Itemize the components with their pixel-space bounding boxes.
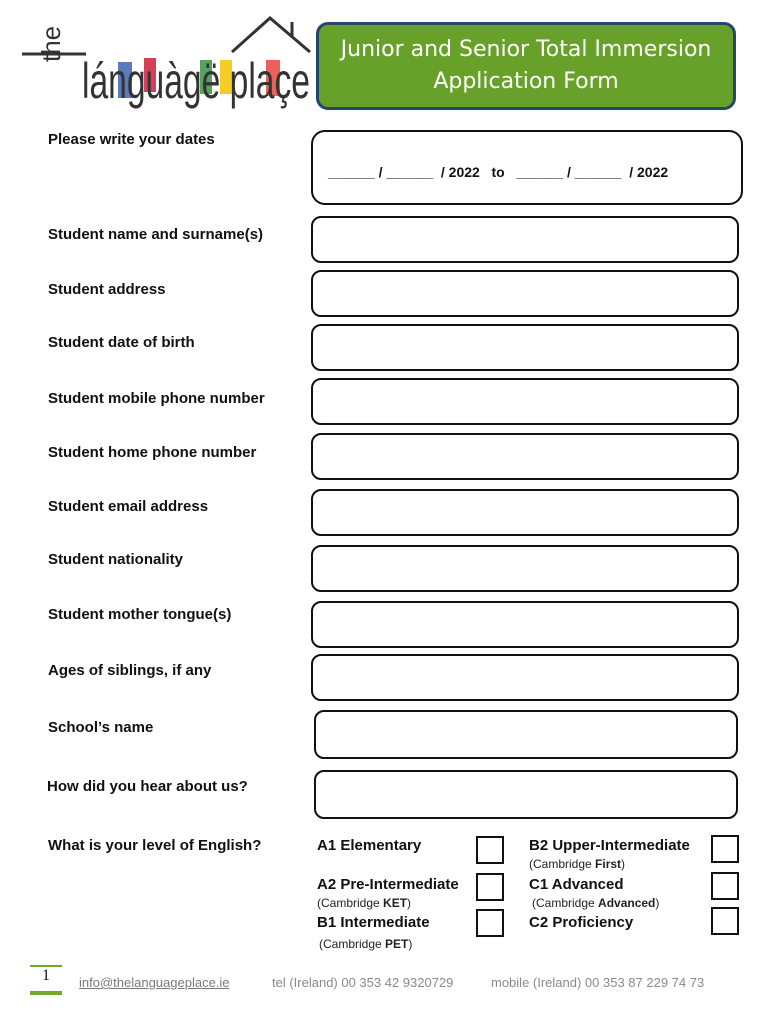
logo-main-text: lánguàgë plaçe bbox=[82, 53, 310, 109]
level-c2-checkbox[interactable] bbox=[711, 907, 739, 935]
student-address-label: Student address bbox=[48, 281, 166, 298]
level-a1-checkbox[interactable] bbox=[476, 836, 504, 864]
siblings-ages-label: Ages of siblings, if any bbox=[48, 662, 212, 679]
level-c2-label: C2 Proficiency bbox=[529, 914, 634, 931]
level-c1-label: C1 Advanced bbox=[529, 876, 624, 893]
page-number: 1 bbox=[30, 967, 62, 995]
student-email-input[interactable] bbox=[311, 489, 739, 536]
level-b1-label: B1 Intermediate bbox=[317, 914, 430, 931]
school-name-label: School’s name bbox=[48, 719, 154, 736]
school-name-input[interactable] bbox=[314, 710, 738, 759]
form-title-line1: Junior and Senior Total Immersion bbox=[340, 37, 712, 62]
logo-the-text: the bbox=[36, 25, 66, 62]
level-a2-sub: (Cambridge KET) bbox=[317, 896, 412, 910]
student-dob-input[interactable] bbox=[311, 324, 739, 371]
level-a1-label: A1 Elementary bbox=[317, 837, 422, 854]
form-title-banner bbox=[316, 22, 736, 110]
level-c1-sub: (Cambridge Advanced) bbox=[532, 896, 660, 910]
footer-email-link[interactable]: info@thelanguageplace.ie bbox=[79, 975, 230, 990]
student-nationality-label: Student nationality bbox=[48, 551, 183, 568]
dates-label: Please write your dates bbox=[48, 131, 215, 148]
student-name-input[interactable] bbox=[311, 216, 739, 263]
footer-tel: tel (Ireland) 00 353 42 9320729 bbox=[272, 975, 454, 990]
dates-template-text: ______ / ______ / 2022 to ______ / ______ / 2022 bbox=[328, 164, 669, 180]
student-home-phone-label: Student home phone number bbox=[48, 444, 257, 461]
student-nationality-input[interactable] bbox=[311, 545, 739, 592]
level-b2-checkbox[interactable] bbox=[711, 835, 739, 863]
footer-mobile: mobile (Ireland) 00 353 87 229 74 73 bbox=[491, 975, 705, 990]
student-mobile-input[interactable] bbox=[311, 378, 739, 425]
student-mother-tongue-label: Student mother tongue(s) bbox=[48, 606, 232, 623]
student-address-input[interactable] bbox=[311, 270, 739, 317]
how-heard-input[interactable] bbox=[314, 770, 738, 819]
student-mother-tongue-input[interactable] bbox=[311, 601, 739, 648]
student-name-label: Student name and surname(s) bbox=[48, 226, 264, 243]
student-dob-label: Student date of birth bbox=[48, 334, 195, 351]
english-level-label: What is your level of English? bbox=[48, 837, 262, 854]
student-home-phone-input[interactable] bbox=[311, 433, 739, 480]
level-b2-sub: (Cambridge First) bbox=[529, 857, 626, 871]
level-b2-label: B2 Upper-Intermediate bbox=[529, 837, 690, 854]
student-mobile-label: Student mobile phone number bbox=[48, 390, 265, 407]
how-heard-label: How did you hear about us? bbox=[47, 778, 248, 795]
siblings-ages-input[interactable] bbox=[311, 654, 739, 701]
level-b1-sub: (Cambridge PET) bbox=[319, 937, 413, 951]
student-email-label: Student email address bbox=[48, 498, 209, 515]
level-a2-label: A2 Pre-Intermediate bbox=[317, 876, 459, 893]
form-title-line2: Application Form bbox=[433, 69, 619, 94]
level-b1-checkbox[interactable] bbox=[476, 909, 504, 937]
level-c1-checkbox[interactable] bbox=[711, 872, 739, 900]
level-a2-checkbox[interactable] bbox=[476, 873, 504, 901]
the-language-place-logo bbox=[22, 14, 312, 114]
